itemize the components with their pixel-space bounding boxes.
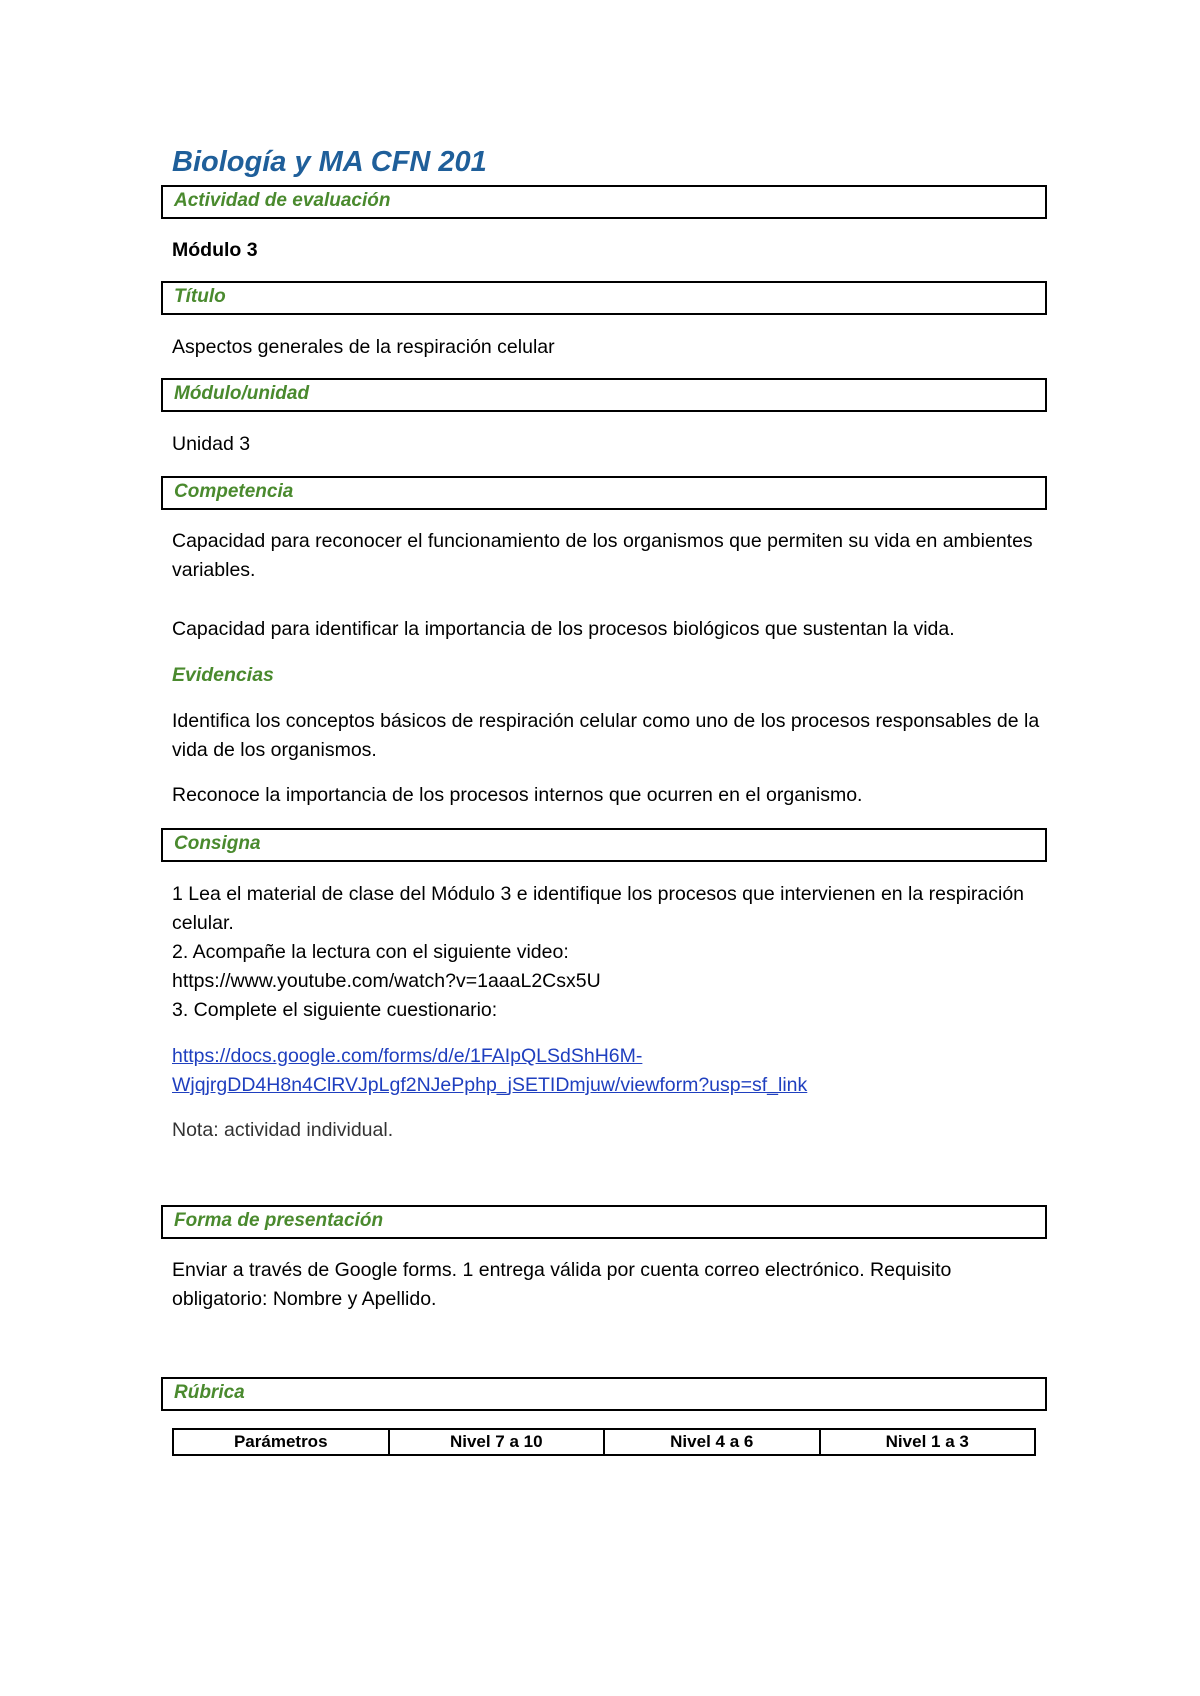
consigna-header: Consigna [161, 828, 1047, 862]
modulo-text: Módulo 3 [172, 239, 258, 261]
unidad-text: Unidad 3 [172, 433, 251, 455]
consigna-1: 1 Lea el material de clase del Módulo 3 e identifique los procesos que intervienen en la respiración celular. [172, 883, 1025, 934]
form-link-line2[interactable]: WjqjrgDD4H8n4ClRVJpLgf2NJePphp_jSETIDmjuw/viewform?usp=sf_link [172, 1074, 808, 1096]
forma-header: Forma de presentación [161, 1205, 1047, 1239]
consigna-2: 2. Acompañe la lectura con el siguiente video: [172, 941, 569, 963]
evidencias-label: Evidencias [172, 664, 274, 686]
evidencia-2: Reconoce la importancia de los procesos internos que ocurren en el organismo. [172, 784, 863, 806]
rubrica-header: Rúbrica [161, 1377, 1047, 1411]
competencia-2: Capacidad para identificar la importancia de los procesos biológicos que sustentan la vida. [172, 618, 955, 640]
consigna-2-url: https://www.youtube.com/watch?v=1aaaL2Csx5U [172, 970, 601, 992]
rubric-table [172, 1428, 1036, 1456]
forma-text: Enviar a través de Google forms. 1 entrega válida por cuenta correo electrónico. Requisito obligatorio: Nombre y Apellido. [172, 1259, 952, 1310]
rubric-col-nivel-4-6: Nivel 4 a 6 [604, 1429, 820, 1455]
actividad-header: Actividad de evaluación [161, 185, 1047, 219]
evidencia-1: Identifica los conceptos básicos de respiración celular como uno de los procesos responsables de la vida de los organismos. [172, 710, 1040, 761]
rubric-header-row [173, 1429, 1035, 1455]
competencia-header: Competencia [161, 476, 1047, 510]
form-link-line1[interactable]: https://docs.google.com/forms/d/e/1FAIpQLSdShH6M- [172, 1045, 643, 1067]
form-link[interactable] [172, 1042, 1042, 1100]
titulo-text: Aspectos generales de la respiración celular [172, 336, 555, 358]
titulo-header: Título [161, 281, 1047, 315]
consigna-3: 3. Complete el siguiente cuestionario: [172, 999, 498, 1021]
rubric-col-nivel-7-10: Nivel 7 a 10 [389, 1429, 605, 1455]
competencia-1: Capacidad para reconocer el funcionamiento de los organismos que permiten su vida en ambientes variables. [172, 530, 1033, 581]
rubric-col-parametros: Parámetros [173, 1429, 389, 1455]
rubric-col-nivel-1-3: Nivel 1 a 3 [820, 1429, 1036, 1455]
page-title: Biología y MA CFN 201 [172, 146, 487, 178]
nota-text: Nota: actividad individual. [172, 1119, 394, 1141]
modulo-unidad-header: Módulo/unidad [161, 378, 1047, 412]
